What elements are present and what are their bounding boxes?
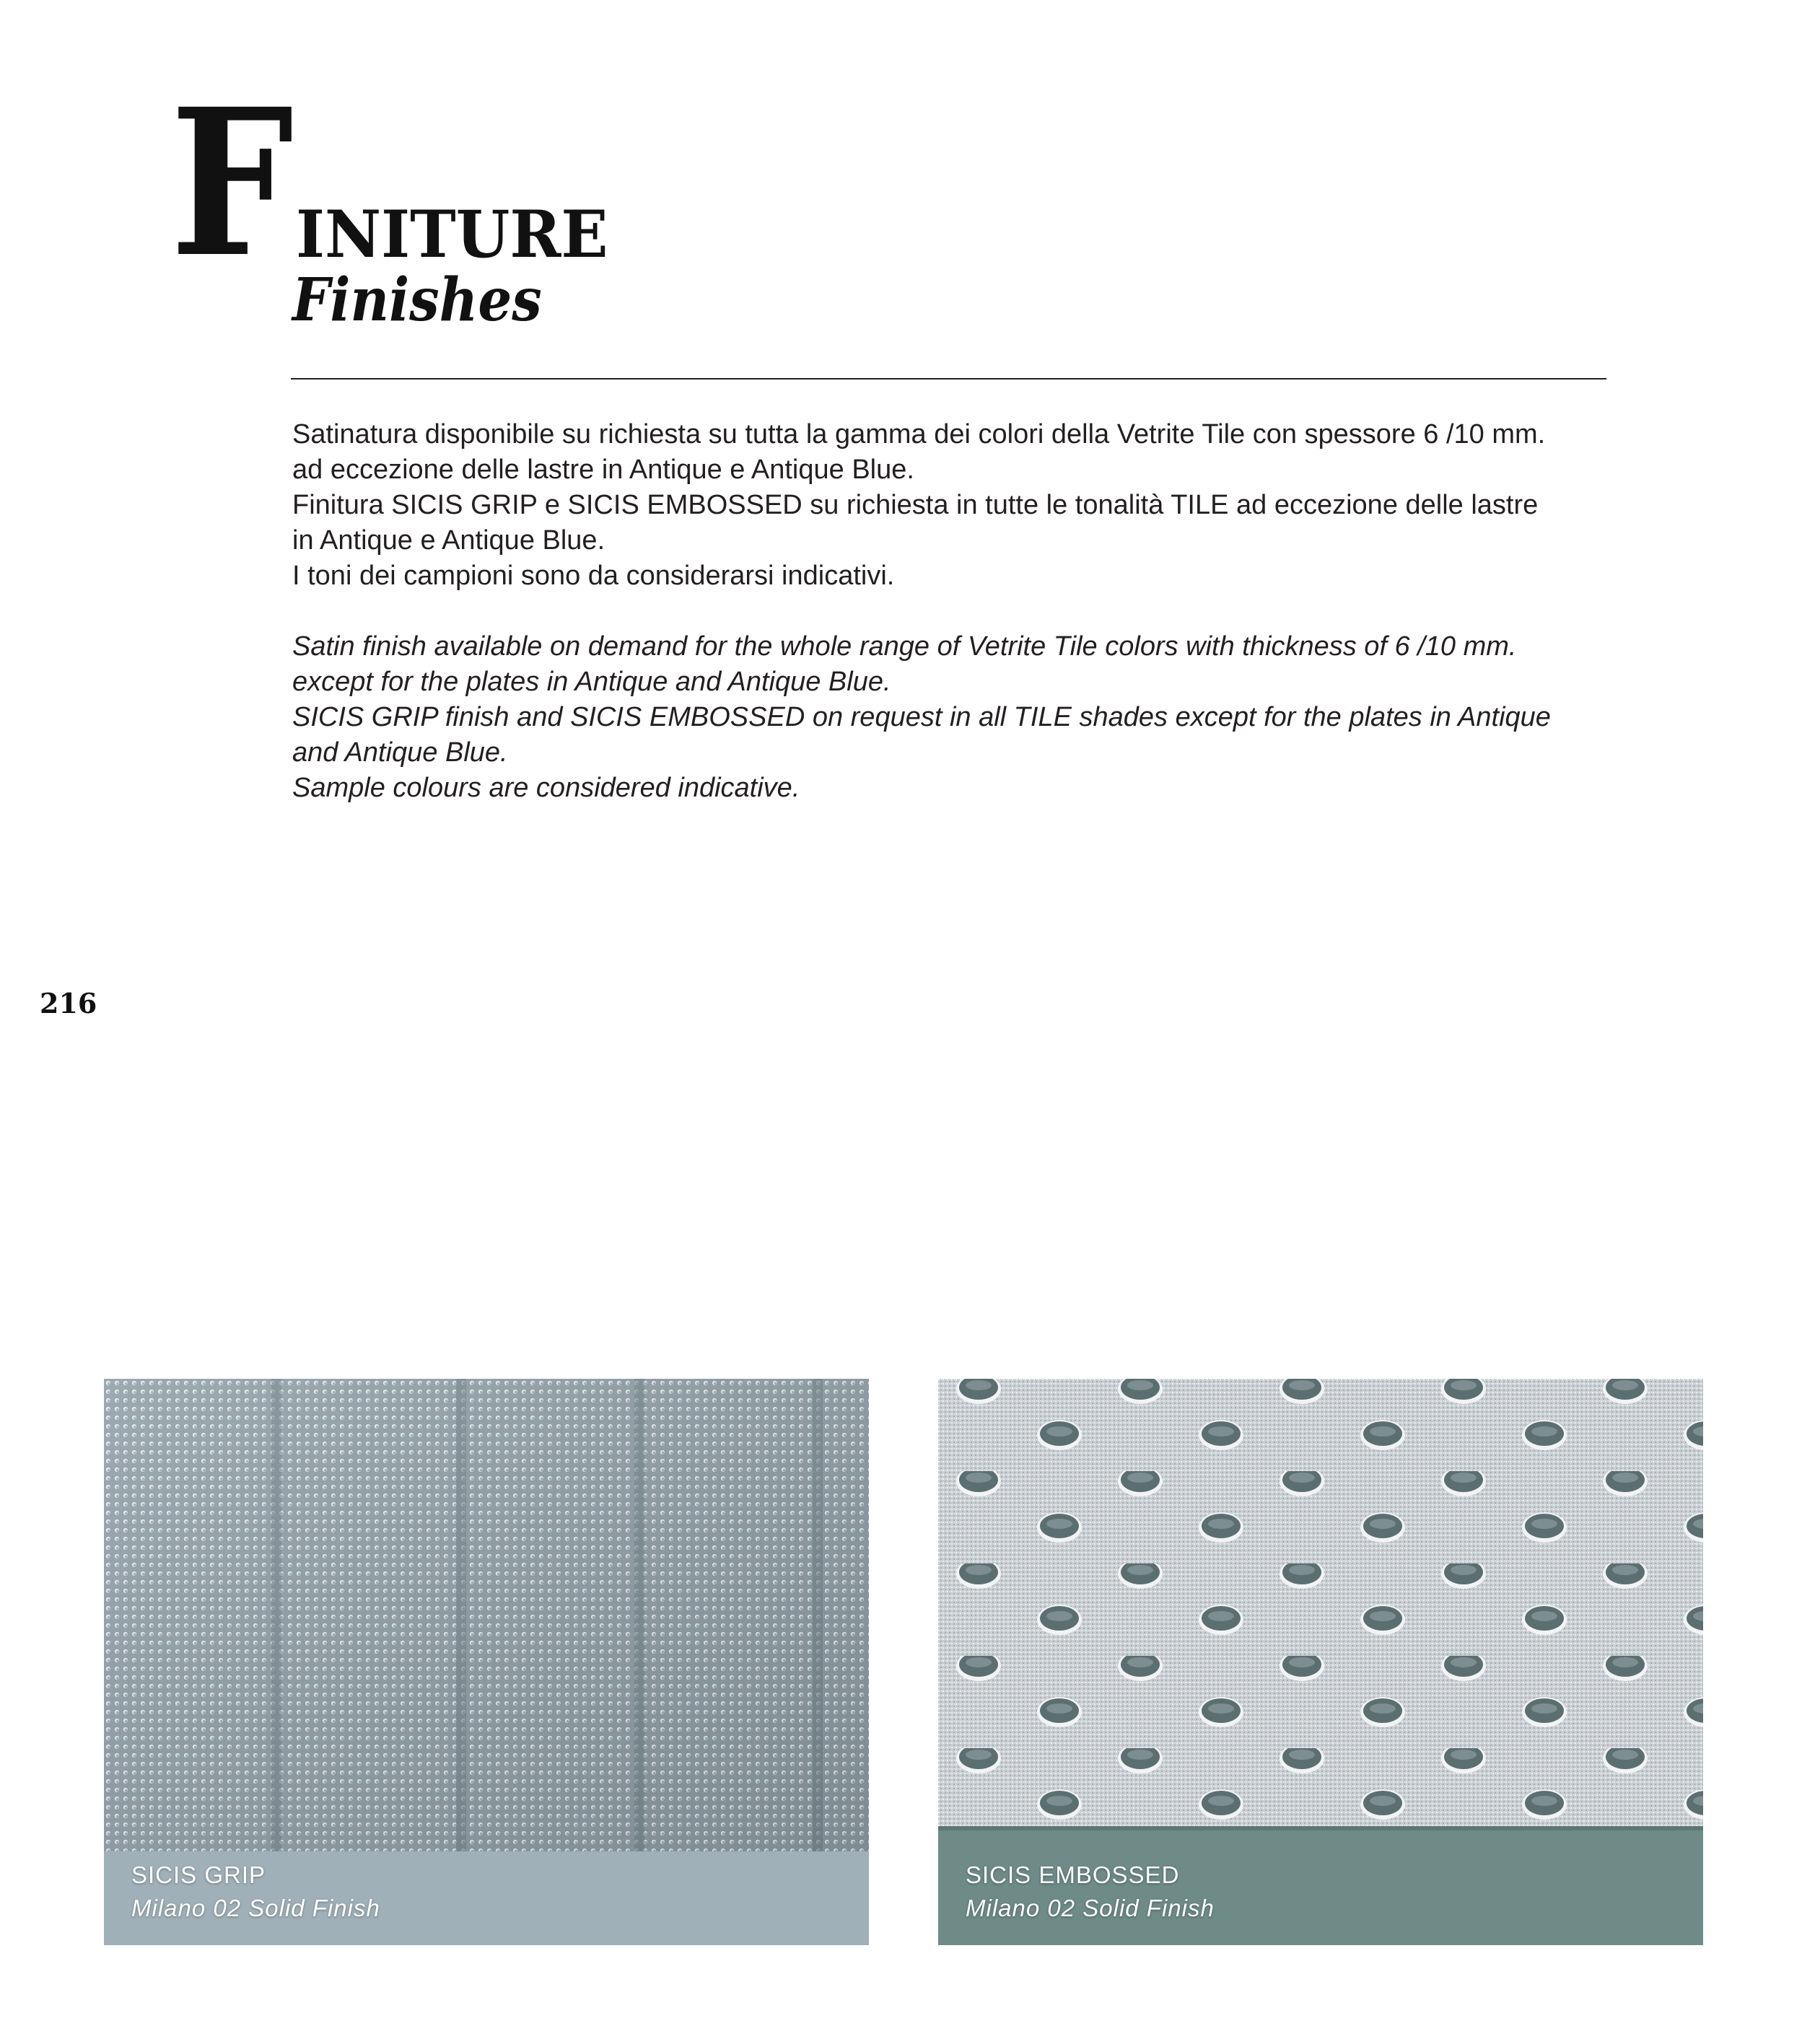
english-line: Satin finish available on demand for the whole range of Vetrite Tile colors with thickness of 6 /10 mm. bbox=[292, 631, 1517, 662]
sample-subtitle: Milano 02 Solid Finish bbox=[966, 1895, 1215, 1921]
embossed-caption bbox=[966, 1859, 1215, 1925]
grip-caption bbox=[131, 1859, 380, 1925]
divider bbox=[291, 378, 1606, 380]
italian-line: Satinatura disponibile su richiesta su tutta la gamma dei colori della Vetrite Tile con spessore 6 /10 mm. bbox=[292, 419, 1546, 449]
english-line: Sample colours are considered indicative. bbox=[292, 773, 800, 803]
sample-grip bbox=[104, 1379, 869, 1945]
sample-name: SICIS GRIP bbox=[131, 1861, 266, 1888]
heading-initial: F bbox=[170, 65, 294, 302]
italian-line: ad eccezione delle lastre in Antique e Antique Blue. bbox=[292, 455, 914, 485]
page-number: 216 bbox=[40, 987, 97, 1019]
heading-subtitle: Finishes bbox=[292, 266, 542, 335]
sample-subtitle: Milano 02 Solid Finish bbox=[131, 1895, 380, 1921]
english-line: SICIS GRIP finish and SICIS EMBOSSED on request in all TILE shades except for the plates in Antique bbox=[292, 702, 1551, 732]
italian-paragraph bbox=[292, 417, 1627, 594]
italian-line: Finitura SICIS GRIP e SICIS EMBOSSED su richiesta in tutte le tonalità TILE ad eccezione delle lastre bbox=[292, 490, 1539, 520]
italian-line: I toni dei campioni sono da considerarsi indicativi. bbox=[292, 561, 895, 591]
sample-embossed bbox=[938, 1379, 1703, 1945]
english-paragraph bbox=[292, 629, 1627, 806]
english-line: except for the plates in Antique and Antique Blue. bbox=[292, 667, 891, 697]
heading-title: INITURE bbox=[296, 196, 608, 273]
italian-line: in Antique e Antique Blue. bbox=[292, 525, 605, 556]
english-line: and Antique Blue. bbox=[292, 737, 508, 768]
sample-name: SICIS EMBOSSED bbox=[966, 1861, 1180, 1888]
